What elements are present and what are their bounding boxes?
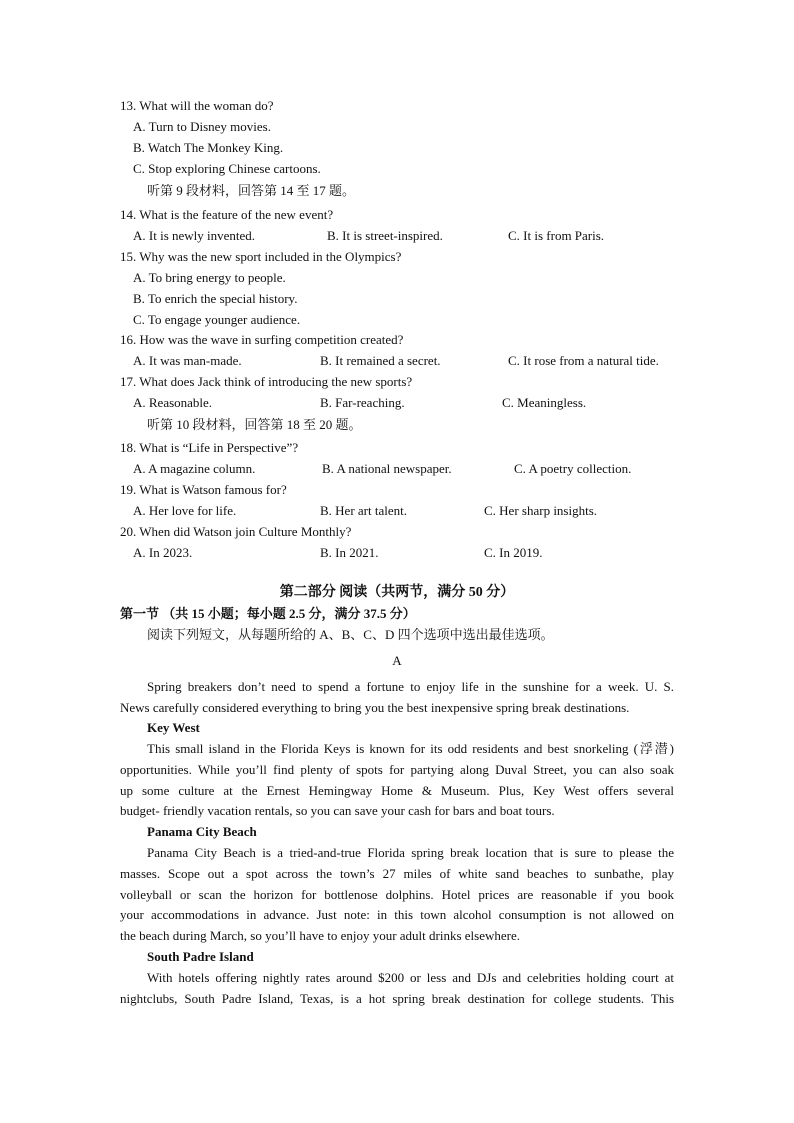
question-20-option-c: C. In 2019. [484, 545, 543, 560]
paragraph-line: masses. Scope out a spot across the town’s 27 miles of white sand beaches to sunbathe, play [120, 865, 674, 881]
paragraph-line: This small island in the Florida Keys is known for its odd residents and best snorkeling (浮潜) [147, 741, 674, 756]
question-16-option-a: A. It was man-made. [133, 353, 242, 368]
question-16-option-b: B. It remained a secret. [320, 353, 441, 368]
heading-panama-city-beach: Panama City Beach [147, 824, 257, 839]
question-13-stem: 13. What will the woman do? [120, 98, 274, 113]
question-18-stem: 18. What is “Life in Perspective”? [120, 440, 299, 455]
paragraph-line: the beach during March, so you’ll have to enjoy your adult drinks elsewhere. [120, 928, 520, 944]
question-15-stem: 15. Why was the new sport included in the Olympics? [120, 249, 402, 264]
question-17-option-c: C. Meaningless. [502, 395, 587, 410]
question-19-option-c: C. Her sharp insights. [484, 503, 598, 518]
question-14-option-c: C. It is from Paris. [508, 228, 605, 243]
paragraph-south-padre-island [120, 968, 674, 1010]
section1-title: 第一节 （共 15 小题；每小题 2.5 分，满分 37.5 分） [120, 606, 416, 621]
question-14-option-b: B. It is street-inspired. [327, 228, 443, 243]
paragraph-line: Panama City Beach is a tried-and-true Florida spring break location that is sure to please the [147, 845, 674, 860]
passage-intro-line: Spring breakers don’t need to spend a fortune to enjoy life in the sunshine for a week. U. S. [147, 679, 674, 694]
question-17-option-b: B. Far-reaching. [320, 395, 405, 410]
listening-instruction-seg10: 听第 10 段材料，回答第 18 至 20 题。 [147, 417, 362, 432]
question-14-option-a: A. It is newly invented. [133, 228, 256, 243]
listening-instruction-seg9: 听第 9 段材料，回答第 14 至 17 题。 [147, 183, 356, 198]
question-20-option-a: A. In 2023. [133, 545, 193, 560]
paragraph-panama-city-beach [120, 843, 674, 947]
question-19-stem: 19. What is Watson famous for? [120, 482, 287, 497]
question-13-option-c: C. Stop exploring Chinese cartoons. [133, 161, 321, 176]
question-18-option-b: B. A national newspaper. [322, 461, 452, 476]
question-15-option-a: A. To bring energy to people. [133, 270, 286, 285]
part2-title: 第二部分 阅读（共两节，满分 50 分） [279, 585, 515, 600]
passage-label: A [392, 653, 402, 668]
paragraph-line: volleyball or scan the horizon for bottlenose dolphins. Hotel prices are reasonable if you book [120, 886, 674, 902]
paragraph-line: budget- friendly vacation rentals, so you can save your cash for bars and boat tours. [120, 803, 555, 819]
heading-south-padre-island: South Padre Island [147, 949, 254, 964]
question-17-option-a: A. Reasonable. [133, 395, 213, 410]
heading-key-west: Key West [147, 720, 200, 735]
question-15-option-c: C. To engage younger audience. [133, 312, 301, 327]
passage-intro-line: News carefully considered everything to bring you the best inexpensive spring break destinations. [120, 699, 630, 715]
question-13-option-a: A. Turn to Disney movies. [133, 119, 271, 134]
paragraph-line: up some culture at the Ernest Hemingway Home & Museum. Plus, Key West offers several [120, 782, 674, 798]
question-16-option-c: C. It rose from a natural tide. [508, 353, 659, 368]
question-19-option-a: A. Her love for life. [133, 503, 237, 518]
question-18-option-a: A. A magazine column. [133, 461, 256, 476]
question-15-option-b: B. To enrich the special history. [133, 291, 298, 306]
question-18-option-c: C. A poetry collection. [514, 461, 632, 476]
question-19-option-b: B. Her art talent. [320, 503, 407, 518]
passage-intro [120, 677, 674, 719]
paragraph-line: opportunities. While you’ll find plenty of spots for partying along Duval Street, you can also soak [120, 761, 674, 777]
paragraph-line: With hotels offering nightly rates around $200 or less and DJs and celebrities holding court at [147, 970, 674, 985]
question-16-stem: 16. How was the wave in surfing competition created? [120, 332, 404, 347]
paragraph-key-west [120, 739, 674, 822]
reading-directions: 阅读下列短文，从每题所给的 A、B、C、D 四个选项中选出最佳选项。 [147, 627, 554, 642]
question-20-option-b: B. In 2021. [320, 545, 379, 560]
paragraph-line: nightclubs, South Padre Island, Texas, is a hot spring break destination for college students. This [120, 990, 674, 1006]
question-14-stem: 14. What is the feature of the new event? [120, 207, 334, 222]
question-13-option-b: B. Watch The Monkey King. [133, 140, 284, 155]
question-17-stem: 17. What does Jack think of introducing the new sports? [120, 374, 413, 389]
paragraph-line: your accommodations in advance. Just note: in this town alcohol consumption is not allowed on [120, 907, 674, 923]
question-20-stem: 20. When did Watson join Culture Monthly? [120, 524, 352, 539]
